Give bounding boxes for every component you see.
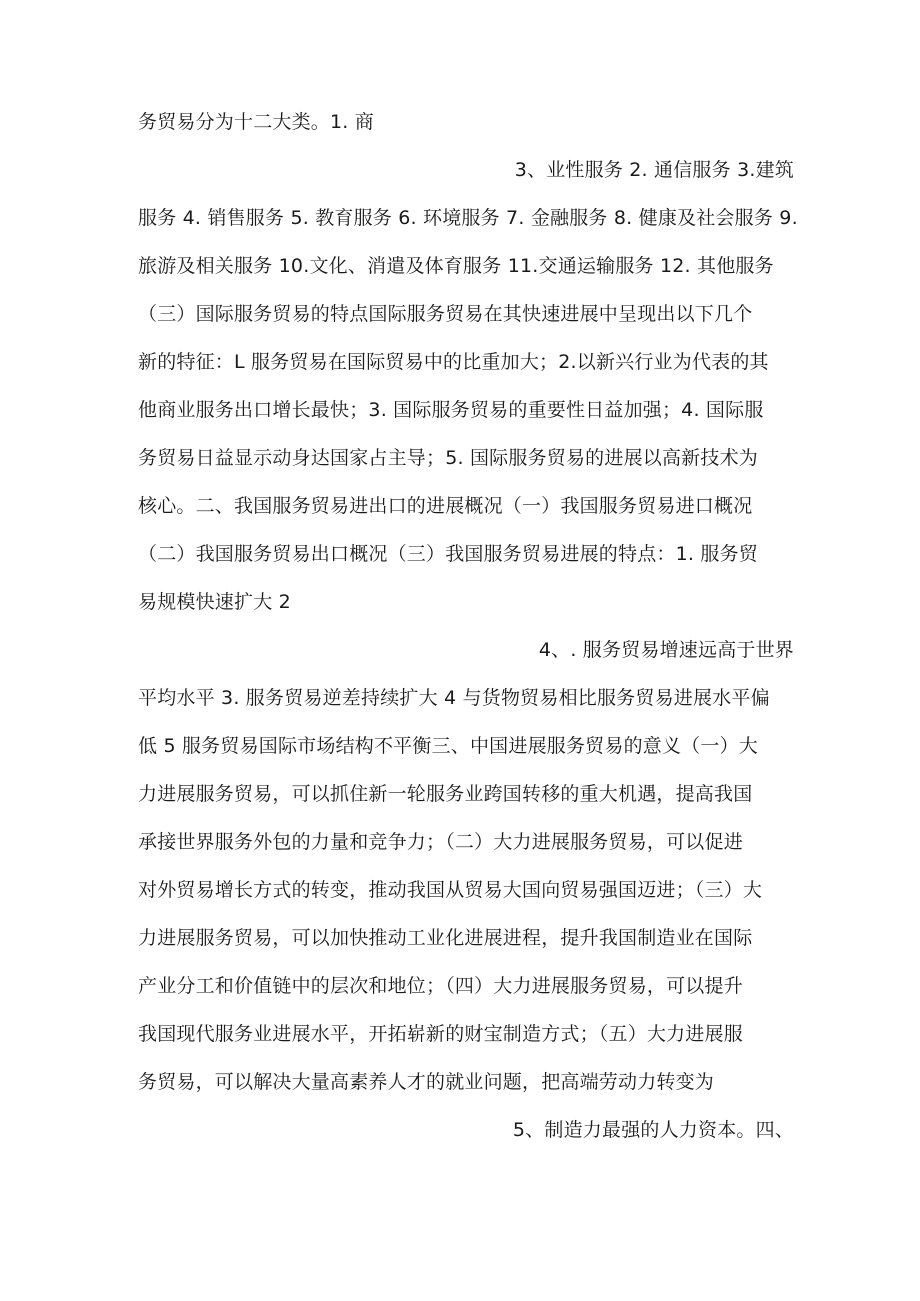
text-line: 低 5 服务贸易国际市场结构不平衡三、中国进展服务贸易的意义（一）大 [138, 735, 758, 757]
text-line: 易规模快速扩大 2 [138, 591, 291, 613]
text-line: 对外贸易增长方式的转变，推动我国从贸易大国向贸易强国迈进；（三）大 [138, 879, 763, 901]
body-text [138, 98, 798, 1154]
text-line: 平均水平 3. 服务贸易逆差持续扩大 4 与货物贸易相比服务贸易进展水平偏 [138, 687, 770, 709]
text-line: 承接世界服务外包的力量和竞争力；（二）大力进展服务贸易，可以促进 [138, 831, 743, 853]
text-line: 新的特征：L 服务贸易在国际贸易中的比重加大；2.以新兴行业为代表的其 [138, 351, 769, 373]
text-line: （二）我国服务贸易出口概况（三）我国服务贸易进展的特点：1. 服务贸 [138, 543, 758, 565]
text-line: 力进展服务贸易，可以抓住新一轮服务业跨国转移的重大机遇，提高我国 [138, 783, 753, 805]
text-line: 我国现代服务业进展水平，开拓崭新的财宝制造方式；（五）大力进展服 [138, 1023, 743, 1045]
text-line: 4、. 服务贸易增速远高于世界 [538, 639, 794, 661]
text-line: 3、业性服务 2. 通信服务 3.建筑 [514, 159, 794, 181]
text-line: （三）国际服务贸易的特点国际服务贸易在其快速进展中呈现出以下几个 [138, 303, 753, 325]
text-line: 5、制造力最强的人力资本。四、 [512, 1119, 794, 1141]
text-line: 务贸易日益显示动身达国家占主导；5. 国际服务贸易的进展以高新技术为 [138, 447, 758, 469]
text-line: 核心。二、我国服务贸易进出口的进展概况（一）我国服务贸易进口概况 [138, 495, 753, 517]
text-line: 务贸易分为十二大类。1. 商 [138, 111, 374, 133]
text-line: 务贸易，可以解决大量高素养人才的就业问题，把高端劳动力转变为 [138, 1071, 715, 1093]
text-line: 旅游及相关服务 10.文化、消遣及体育服务 11.交通运输服务 12. 其他服务 [138, 255, 774, 277]
text-line: 产业分工和价值链中的层次和地位；（四）大力进展服务贸易，可以提升 [138, 975, 743, 997]
text-line: 服务 4. 销售服务 5. 教育服务 6. 环境服务 7. 金融服务 8. 健康及社会服务 9. [138, 207, 798, 229]
text-line: 他商业服务出口增长最快；3. 国际服务贸易的重要性日益加强；4. 国际服 [138, 399, 764, 421]
text-line: 力进展服务贸易，可以加快推动工业化进展进程，提升我国制造业在国际 [138, 927, 753, 949]
